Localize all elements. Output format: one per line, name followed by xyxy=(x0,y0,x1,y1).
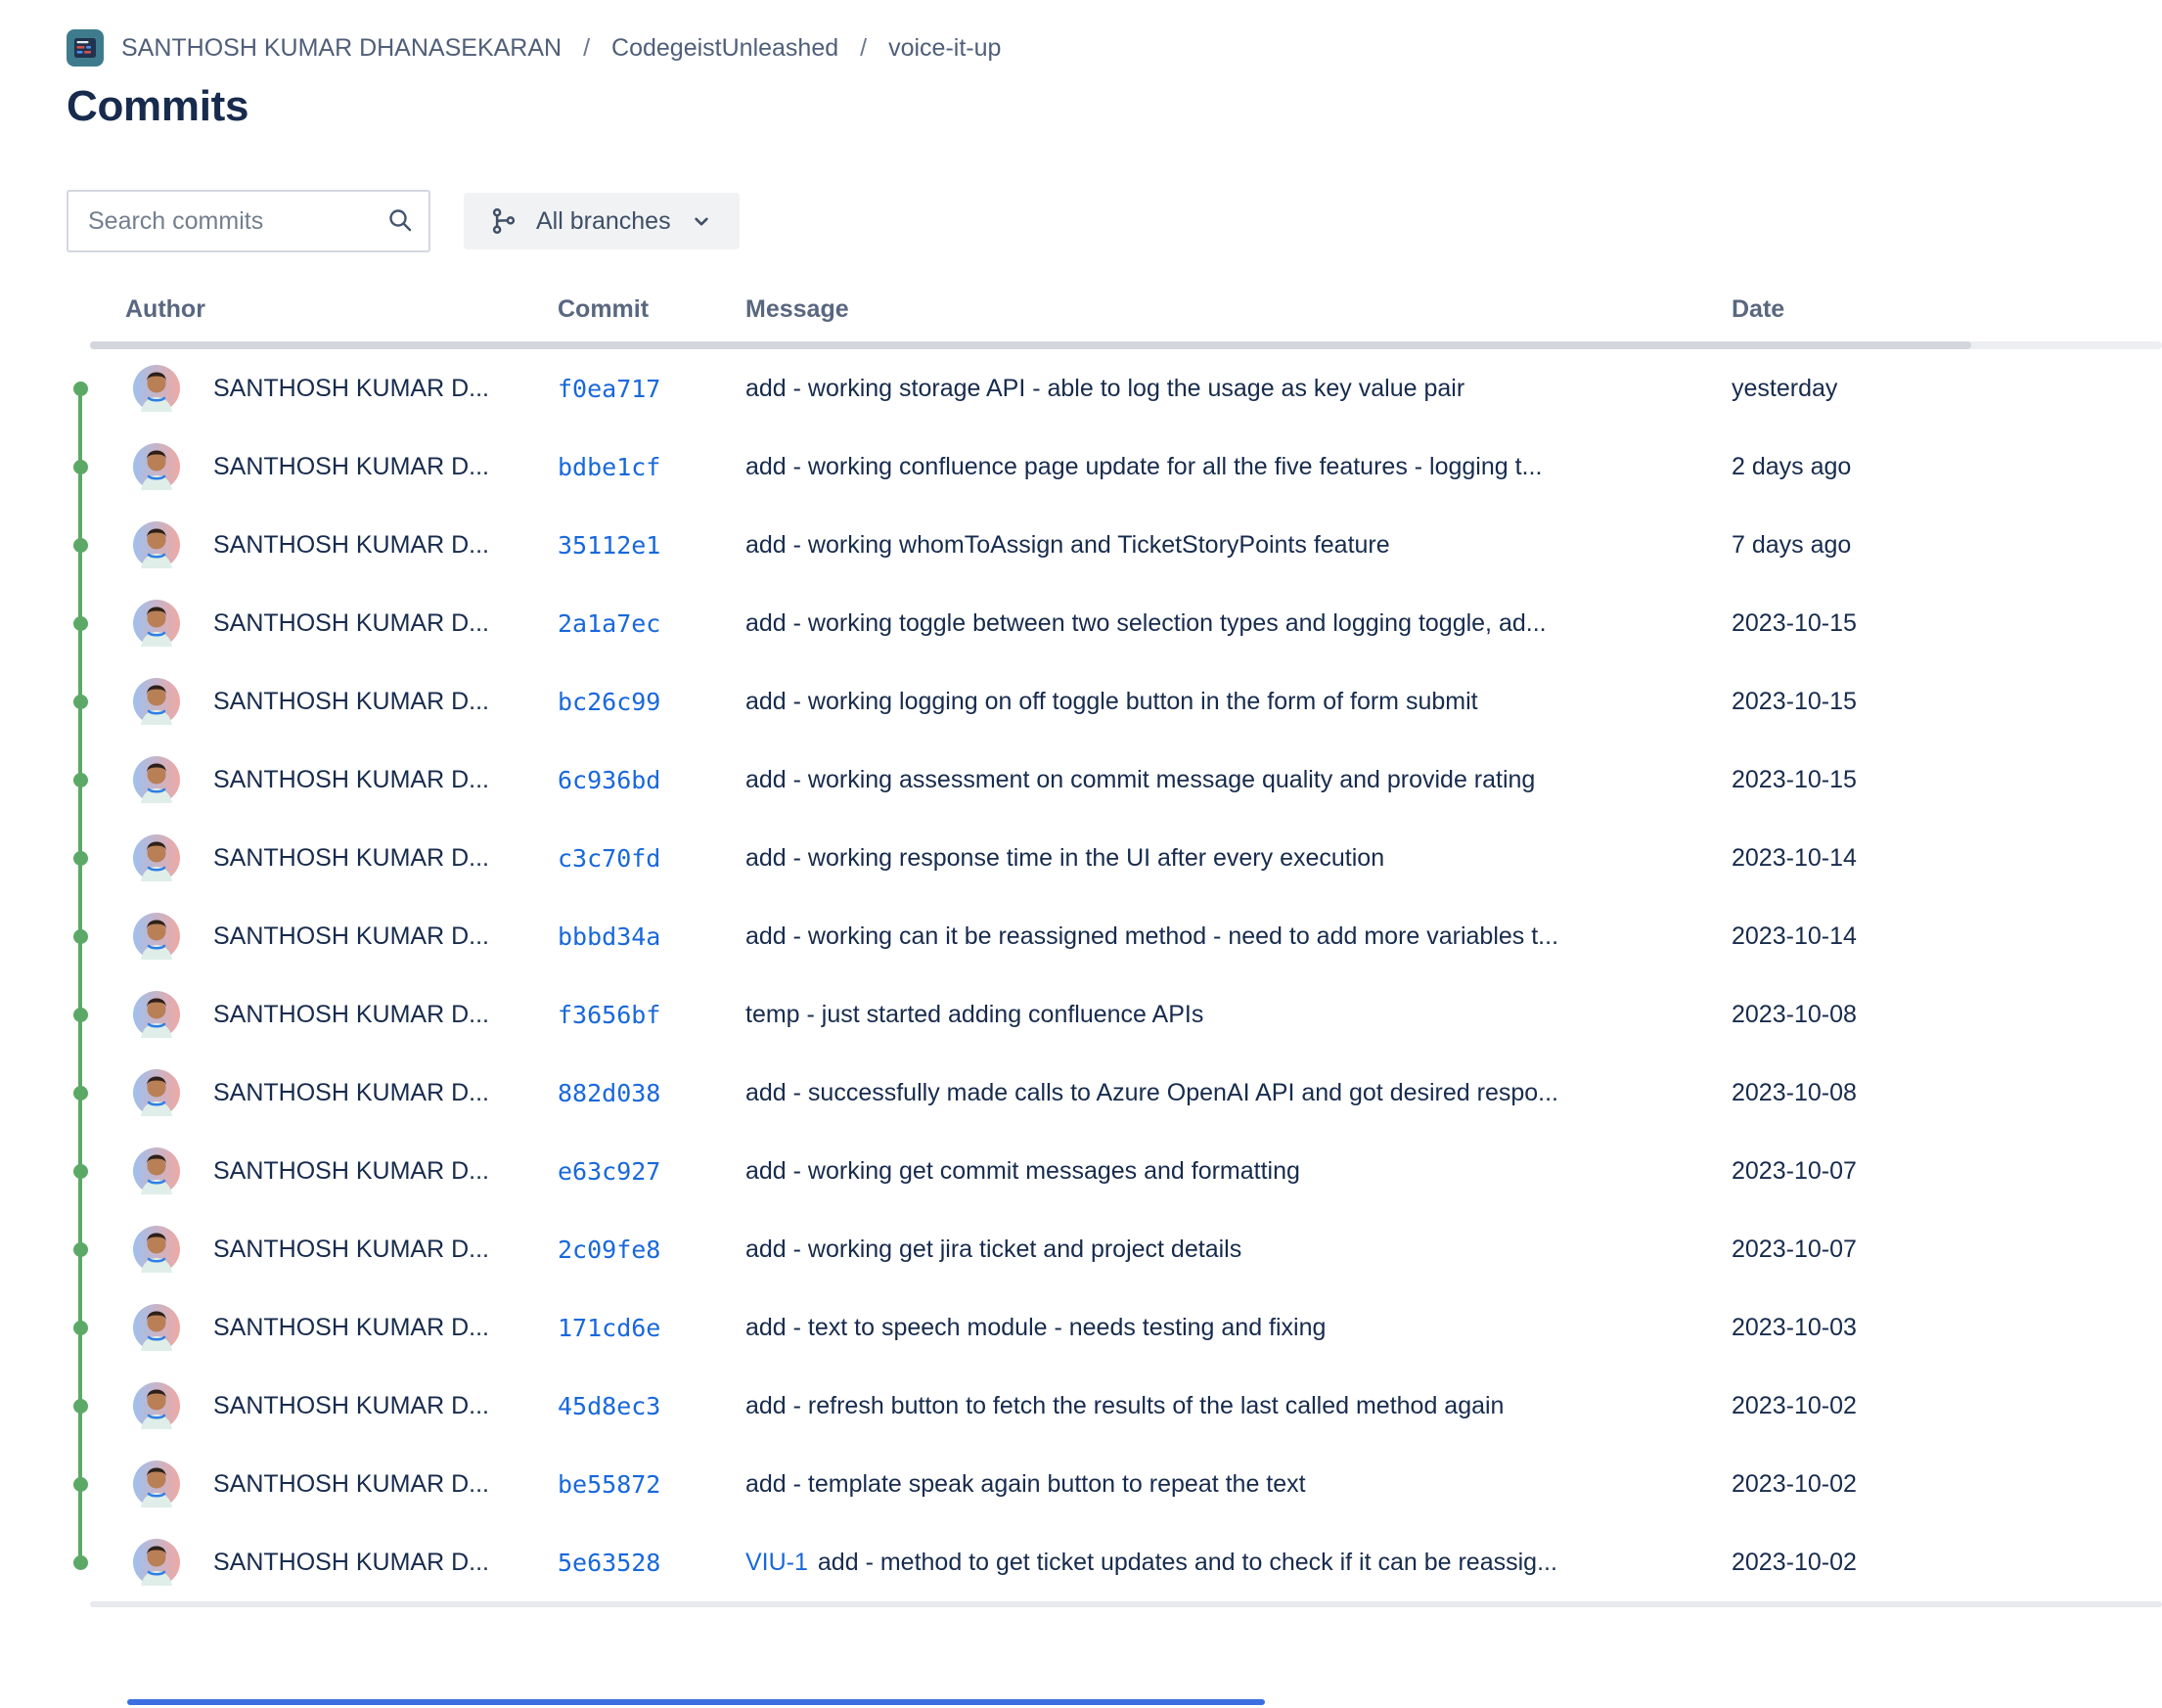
avatar xyxy=(133,365,180,412)
timeline-node xyxy=(67,1164,94,1179)
table-row xyxy=(0,1367,2162,1445)
timeline-node xyxy=(67,1242,94,1257)
commit-dot xyxy=(73,538,88,553)
commit-date: 2023-10-15 xyxy=(1732,687,1857,715)
commit-message xyxy=(745,1236,1732,1264)
commit-hash-link[interactable]: 2c09fe8 xyxy=(558,1235,661,1264)
avatar xyxy=(133,913,180,960)
commit-dot xyxy=(73,1164,88,1179)
timeline-node xyxy=(67,773,94,787)
commit-date: 2023-10-02 xyxy=(1732,1548,1857,1576)
commit-message xyxy=(745,1549,1732,1577)
table-row xyxy=(0,662,2162,741)
avatar xyxy=(133,1461,180,1507)
branch-selector-button[interactable] xyxy=(464,193,740,249)
commit-dot xyxy=(73,695,88,709)
commit-author: SANTHOSH KUMAR D... xyxy=(213,1078,489,1106)
avatar xyxy=(133,443,180,490)
timeline-node xyxy=(67,1008,94,1022)
table-row xyxy=(0,1132,2162,1210)
page-title: Commits xyxy=(67,82,249,130)
commit-date: 2023-10-02 xyxy=(1732,1391,1857,1419)
avatar xyxy=(133,1539,180,1586)
page-horizontal-scrollbar[interactable] xyxy=(127,1699,1265,1705)
table-header-row xyxy=(0,295,2162,341)
commit-message xyxy=(745,609,1732,638)
timeline-node xyxy=(67,851,94,866)
commit-message xyxy=(745,375,1732,403)
commit-dot xyxy=(73,1555,88,1570)
table-row xyxy=(0,819,2162,897)
commit-message-text: add - successfully made calls to Azure OpenAI API and got desired respo... xyxy=(745,1078,1559,1106)
commit-message-text: add - working get commit messages and formatting xyxy=(745,1156,1300,1185)
commit-message-text: add - working can it be reassigned method - need to add more variables t... xyxy=(745,921,1559,950)
commit-message-text: add - working confluence page update for all the five features - logging t... xyxy=(745,452,1543,480)
commit-author: SANTHOSH KUMAR D... xyxy=(213,921,489,950)
commit-dot xyxy=(73,460,88,474)
commit-author: SANTHOSH KUMAR D... xyxy=(213,1156,489,1185)
avatar xyxy=(133,600,180,647)
commit-dot xyxy=(73,1399,88,1414)
commit-message xyxy=(745,1470,1732,1499)
commit-message-text: add - working assessment on commit message quality and provide rating xyxy=(745,765,1536,793)
commit-author: SANTHOSH KUMAR D... xyxy=(213,530,489,559)
table-row xyxy=(0,1445,2162,1523)
commit-author: SANTHOSH KUMAR D... xyxy=(213,765,489,793)
avatar xyxy=(133,834,180,881)
table-row xyxy=(0,1523,2162,1601)
commits-table xyxy=(0,295,2162,1607)
commit-author: SANTHOSH KUMAR D... xyxy=(213,1313,489,1341)
column-header-author: Author xyxy=(125,295,205,323)
commit-date: 2023-10-07 xyxy=(1732,1156,1857,1185)
commit-author: SANTHOSH KUMAR D... xyxy=(213,1000,489,1028)
breadcrumb-workspace[interactable]: SANTHOSH KUMAR DHANASEKARAN xyxy=(121,33,563,62)
breadcrumb-repository[interactable]: voice-it-up xyxy=(888,33,1002,62)
table-row xyxy=(0,975,2162,1054)
commit-date: 2023-10-15 xyxy=(1732,608,1857,637)
commit-message-text: add - method to get ticket updates and to check if it can be reassig... xyxy=(817,1548,1557,1576)
commit-hash-link[interactable]: f3656bf xyxy=(558,1000,661,1029)
commit-message-text: add - working logging on off toggle button in the form of form submit xyxy=(745,687,1478,715)
commits-table-body xyxy=(0,349,2162,1601)
commit-hash-link[interactable]: be55872 xyxy=(558,1469,661,1499)
commit-dot xyxy=(73,1477,88,1492)
timeline-node xyxy=(67,929,94,944)
table-bottom-divider xyxy=(90,1601,2162,1607)
column-header-message: Message xyxy=(745,295,849,323)
table-row xyxy=(0,1054,2162,1132)
avatar xyxy=(133,991,180,1038)
commit-message xyxy=(745,1079,1732,1107)
commit-hash-link[interactable]: 6c936bd xyxy=(558,765,661,794)
timeline-node xyxy=(67,1399,94,1414)
commit-date: 2023-10-15 xyxy=(1732,765,1857,793)
avatar xyxy=(133,1226,180,1273)
commit-date: 2023-10-08 xyxy=(1732,1000,1857,1028)
commit-author: SANTHOSH KUMAR D... xyxy=(213,374,489,402)
commit-message xyxy=(745,1392,1732,1420)
commit-author: SANTHOSH KUMAR D... xyxy=(213,1548,489,1576)
table-row xyxy=(0,506,2162,584)
commit-message xyxy=(745,1001,1732,1029)
commit-hash-link[interactable]: e63c927 xyxy=(558,1156,661,1186)
commit-date: 7 days ago xyxy=(1732,530,1852,559)
commit-hash-link[interactable]: 5e63528 xyxy=(558,1548,661,1577)
avatar xyxy=(133,521,180,568)
table-row xyxy=(0,1288,2162,1367)
commit-dot xyxy=(73,1321,88,1335)
commit-message xyxy=(745,531,1732,560)
commit-message-text: add - working get jira ticket and project details xyxy=(745,1235,1242,1263)
commit-author: SANTHOSH KUMAR D... xyxy=(213,608,489,637)
avatar xyxy=(133,1069,180,1116)
timeline-node xyxy=(67,1555,94,1570)
column-header-date: Date xyxy=(1732,295,1785,323)
commit-hash-link[interactable]: 45d8ec3 xyxy=(558,1391,661,1420)
timeline-node xyxy=(67,1086,94,1101)
toolbar xyxy=(67,190,2162,252)
commit-date: 2023-10-03 xyxy=(1732,1313,1857,1341)
commit-dot xyxy=(73,1086,88,1101)
commit-hash-link[interactable]: c3c70fd xyxy=(558,843,661,873)
commit-author: SANTHOSH KUMAR D... xyxy=(213,452,489,480)
commit-hash-link[interactable]: bc26c99 xyxy=(558,687,661,716)
commit-dot xyxy=(73,616,88,631)
breadcrumb-separator: / xyxy=(860,33,868,62)
timeline-node xyxy=(67,460,94,474)
column-header-commit: Commit xyxy=(558,295,650,323)
timeline-node xyxy=(67,616,94,631)
commit-dot xyxy=(73,1242,88,1257)
timeline-node xyxy=(67,695,94,709)
commit-message xyxy=(745,766,1732,794)
branch-selector-label: All branches xyxy=(536,206,671,235)
timeline-node xyxy=(67,538,94,553)
horizontal-scrollbar-thumb[interactable] xyxy=(90,341,1971,349)
commit-message-text: add - working response time in the UI after every execution xyxy=(745,843,1385,872)
commit-author: SANTHOSH KUMAR D... xyxy=(213,687,489,715)
commit-date: 2023-10-14 xyxy=(1732,921,1857,950)
commit-message-text: add - working whomToAssign and TicketStoryPoints feature xyxy=(745,530,1390,559)
timeline-node xyxy=(67,382,94,396)
avatar xyxy=(133,1304,180,1351)
table-row xyxy=(0,349,2162,427)
branch-icon xyxy=(489,206,518,236)
commit-dot xyxy=(73,851,88,866)
repository-avatar-icon xyxy=(67,29,104,67)
commit-hash-link[interactable]: bbbd34a xyxy=(558,921,661,951)
commit-hash-link[interactable]: bdbe1cf xyxy=(558,452,661,481)
avatar xyxy=(133,1382,180,1429)
search-input[interactable] xyxy=(67,190,430,252)
table-row xyxy=(0,584,2162,662)
commit-author: SANTHOSH KUMAR D... xyxy=(213,843,489,872)
commit-message-text: add - refresh button to fetch the results of the last called method again xyxy=(745,1391,1505,1419)
table-row xyxy=(0,741,2162,819)
commit-message-text: add - text to speech module - needs testing and fixing xyxy=(745,1313,1327,1341)
commit-message xyxy=(745,844,1732,873)
breadcrumb xyxy=(0,0,2162,67)
commit-message xyxy=(745,1157,1732,1186)
commit-message xyxy=(745,922,1732,951)
commit-hash-link[interactable]: 35112e1 xyxy=(558,530,661,560)
table-row xyxy=(0,897,2162,975)
commit-author: SANTHOSH KUMAR D... xyxy=(213,1235,489,1263)
table-row xyxy=(0,1210,2162,1288)
commit-dot xyxy=(73,929,88,944)
commit-date: yesterday xyxy=(1732,374,1838,402)
commit-hash-link[interactable]: 2a1a7ec xyxy=(558,608,661,638)
timeline-node xyxy=(67,1477,94,1492)
commit-message xyxy=(745,1314,1732,1342)
breadcrumb-separator: / xyxy=(583,33,591,62)
commit-date: 2 days ago xyxy=(1732,452,1852,480)
commit-dot xyxy=(73,1008,88,1022)
commit-message-text: add - working storage API - able to log the usage as key value pair xyxy=(745,374,1465,402)
issue-key-link[interactable]: VIU-1 xyxy=(745,1548,808,1576)
breadcrumb-project[interactable]: CodegeistUnleashed xyxy=(611,33,839,62)
avatar xyxy=(133,756,180,803)
commit-hash-link[interactable]: f0ea717 xyxy=(558,374,661,403)
commit-dot xyxy=(73,382,88,396)
commit-author: SANTHOSH KUMAR D... xyxy=(213,1469,489,1498)
commit-hash-link[interactable]: 171cd6e xyxy=(558,1313,661,1342)
commit-author: SANTHOSH KUMAR D... xyxy=(213,1391,489,1419)
commit-dot xyxy=(73,773,88,787)
commit-message-text: add - working toggle between two selection types and logging toggle, ad... xyxy=(745,608,1547,637)
commit-message-text: temp - just started adding confluence APIs xyxy=(745,1000,1204,1028)
commit-hash-link[interactable]: 882d038 xyxy=(558,1078,661,1107)
table-row xyxy=(0,427,2162,506)
timeline-node xyxy=(67,1321,94,1335)
commit-date: 2023-10-14 xyxy=(1732,843,1857,872)
search-box xyxy=(67,190,430,252)
commit-timeline-line xyxy=(78,388,82,1562)
commit-date: 2023-10-07 xyxy=(1732,1235,1857,1263)
commit-message xyxy=(745,688,1732,716)
chevron-down-icon xyxy=(689,208,714,234)
commit-message xyxy=(745,453,1732,481)
horizontal-scrollbar-track[interactable] xyxy=(90,341,2162,349)
avatar xyxy=(133,1147,180,1194)
avatar xyxy=(133,678,180,725)
commit-date: 2023-10-08 xyxy=(1732,1078,1857,1106)
commit-message-text: add - template speak again button to repeat the text xyxy=(745,1469,1306,1498)
commit-date: 2023-10-02 xyxy=(1732,1469,1857,1498)
